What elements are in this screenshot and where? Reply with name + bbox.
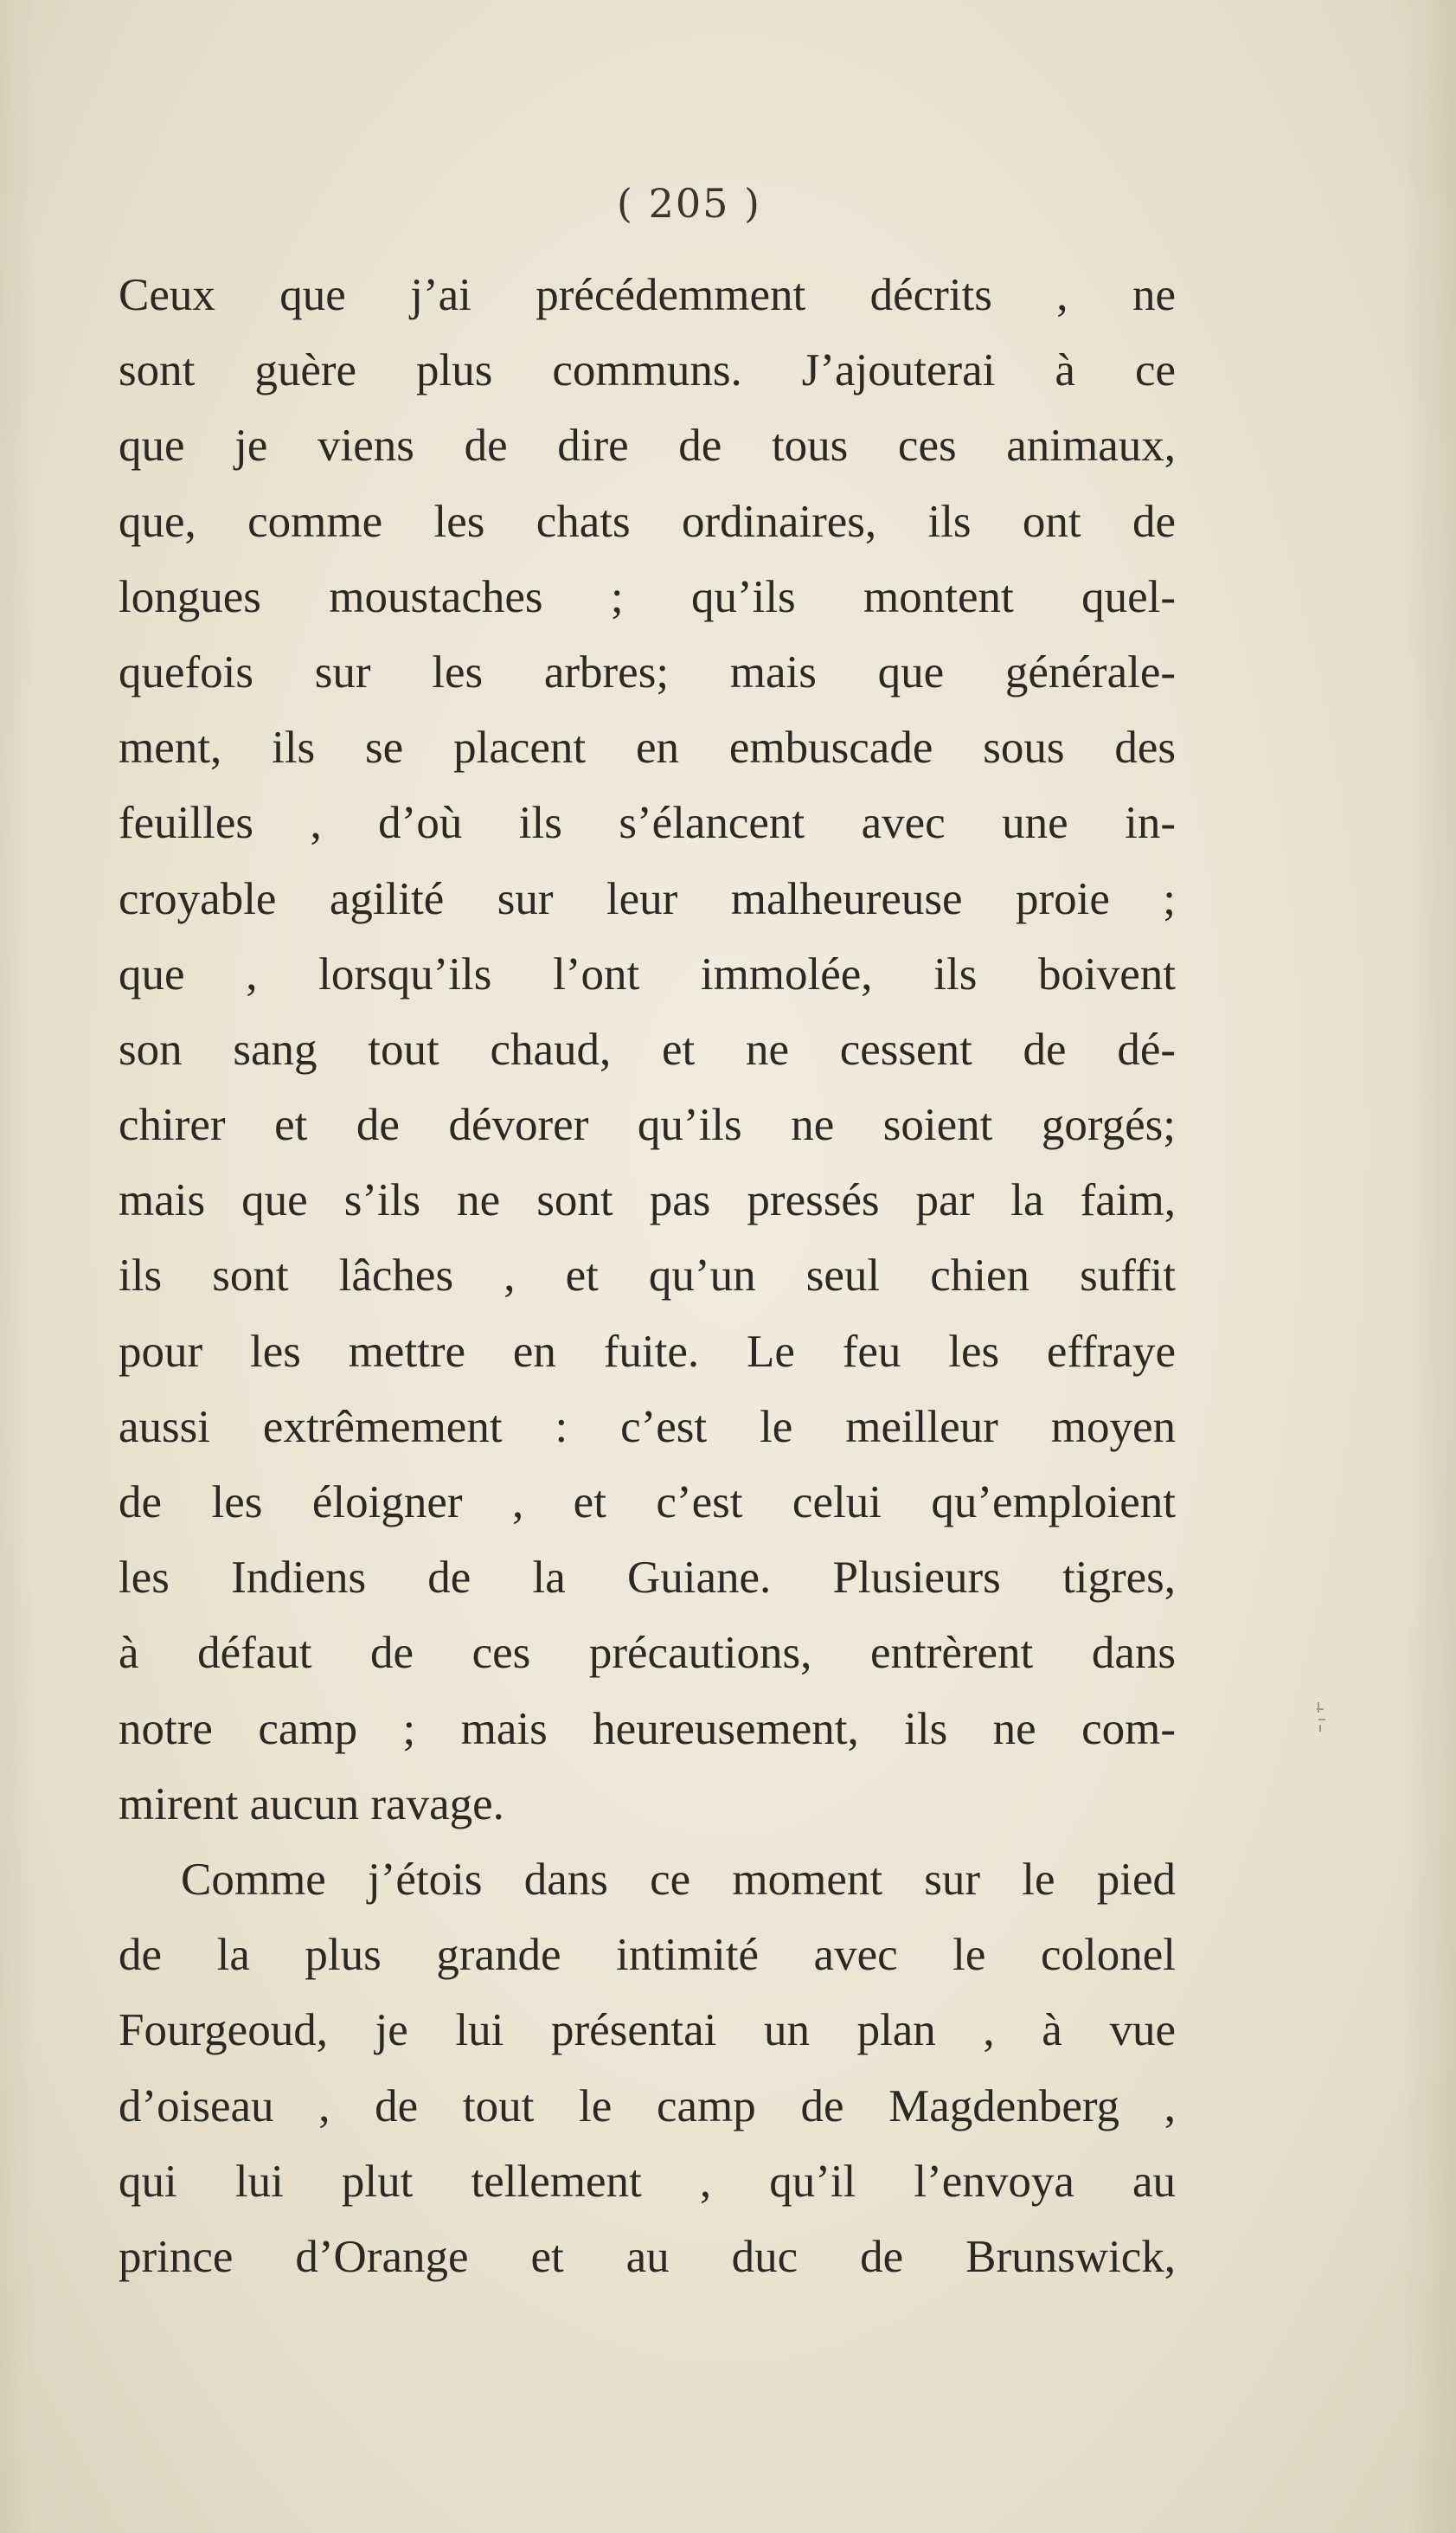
text-line: mirent aucun ravage. <box>119 1778 504 1829</box>
text-line: de la plus grande intimité avec le colonel <box>119 1930 1176 1981</box>
text-line: pour les mettre en fuite. Le feu les effraye <box>119 1326 1176 1377</box>
paragraph-1 <box>119 258 1176 1842</box>
text-line: longues moustaches ; qu’ils montent quel- <box>119 571 1176 622</box>
text-line: feuilles , d’où ils s’élancent avec une in- <box>119 798 1176 849</box>
margin-ink-mark <box>1315 1700 1331 1739</box>
text-line: Fourgeoud, je lui présentai un plan , à vue <box>119 2005 1176 2056</box>
page-number: ( 205 ) <box>617 180 761 227</box>
text-line: chirer et de dévorer qu’ils ne soient gorgés; <box>119 1100 1176 1151</box>
text-line: ment, ils se placent en embuscade sous des <box>119 723 1176 774</box>
text-line: Comme j’étois dans ce moment sur le pied <box>181 1854 1176 1905</box>
page-edge-shadow-right <box>1404 0 1456 2533</box>
text-line: les Indiens de la Guiane. Plusieurs tigres, <box>119 1553 1176 1604</box>
page-edge-shadow-left <box>0 0 35 2533</box>
text-line: notre camp ; mais heureusement, ils ne com- <box>119 1703 1176 1754</box>
text-line: aussi extrêmement : c’est le meilleur moyen <box>119 1401 1176 1452</box>
text-line: que je viens de dire de tous ces animaux, <box>119 421 1176 472</box>
text-line: Ceux que j’ai précédemment décrits , ne <box>119 270 1176 320</box>
text-line: mais que s’ils ne sont pas pressés par la faim, <box>119 1175 1176 1226</box>
text-line: son sang tout chaud, et ne cessent de dé- <box>119 1024 1176 1075</box>
text-line: que, comme les chats ordinaires, ils ont de <box>119 496 1176 547</box>
text-line: prince d’Orange et au duc de Brunswick, <box>119 2231 1176 2282</box>
text-line: d’oiseau , de tout le camp de Magdenberg , <box>119 2080 1176 2131</box>
text-line: à défaut de ces précautions, entrèrent dans <box>119 1628 1176 1679</box>
paragraph-2 <box>119 1842 1176 2295</box>
text-line: de les éloigner , et c’est celui qu’emploient <box>119 1477 1176 1527</box>
text-line: ils sont lâches , et qu’un seul chien suffit <box>119 1250 1176 1302</box>
text-line: croyable agilité sur leur malheureuse proie ; <box>119 873 1176 924</box>
text-line: sont guère plus communs. J’ajouterai à ce <box>119 345 1176 396</box>
text-line: quefois sur les arbres; mais que générale- <box>119 646 1176 698</box>
text-line: que , lorsqu’ils l’ont immolée, ils boivent <box>119 948 1176 1000</box>
text-line: qui lui plut tellement , qu’il l’envoya au <box>119 2156 1176 2207</box>
body-text <box>119 258 1176 2295</box>
